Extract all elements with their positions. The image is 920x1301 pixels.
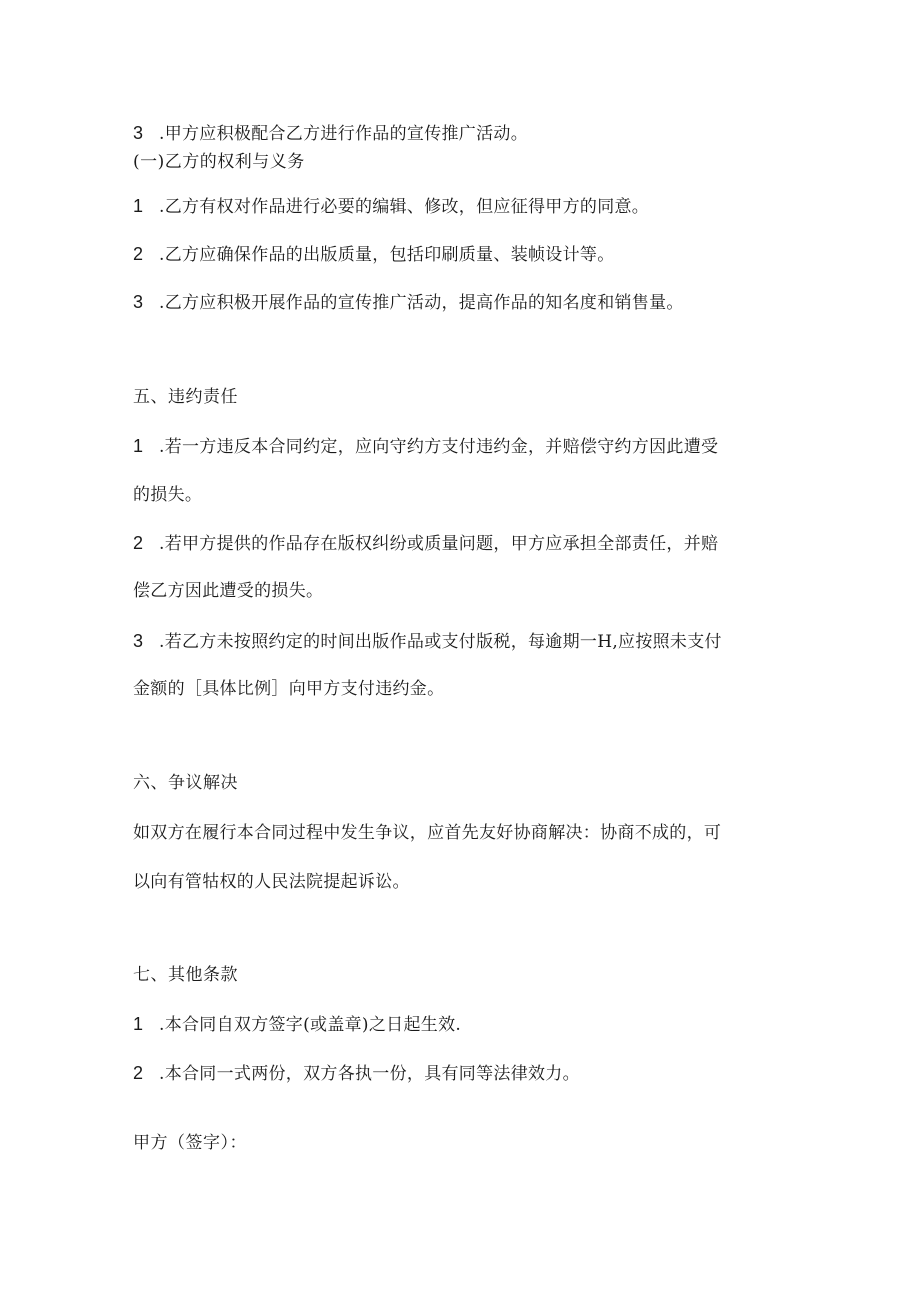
clause-text: .若乙方未按照约定的时间出版作品或支付版税，每逾期一H,应按照未支付 [159, 632, 722, 652]
clause-text: .本合同自双方签字(或盖章)之日起生效. [159, 1015, 462, 1035]
clause-item [133, 121, 793, 146]
clause-item [133, 242, 793, 267]
clause-text: .乙方应确保作品的出版质量，包括印刷质量、装帧设计等。 [159, 245, 615, 265]
clause-number: 2 [133, 244, 144, 264]
paragraph-line: 以向有管牯权的人民法院提起诉讼。 [133, 872, 410, 892]
clause-continuation: 金额的［具体比例］向甲方支付违约金。 [133, 679, 445, 699]
clause-number: 2 [133, 1063, 144, 1083]
clause-text: .若一方违反本合同约定，应向守约方支付违约金，并赔偿守约方因此遭受 [159, 437, 719, 457]
clause-number: 2 [133, 533, 144, 553]
clause-item [133, 434, 793, 459]
subsection-heading: (一)乙方的权利与义务 [133, 152, 305, 172]
clause-continuation: 的损失。 [133, 485, 203, 505]
paragraph-line: 如双方在履行本合同过程中发生争议，应首先友好协商解决：协商不成的，可 [133, 823, 722, 843]
clause-text: .乙方有权对作品进行必要的编辑、修改，但应征得甲方的同意。 [159, 197, 650, 217]
clause-item [133, 290, 793, 315]
clause-item [133, 629, 793, 654]
clause-number: 3 [133, 292, 144, 312]
signature-label-party-a: 甲方（签字）： [133, 1133, 247, 1153]
section-heading: 七、其他条款 [133, 965, 238, 985]
clause-item [133, 194, 793, 219]
clause-text: .乙方应积极开展作品的宣传推广活动，提高作品的知名度和销售量。 [159, 293, 684, 313]
clause-number: 1 [133, 436, 144, 456]
clause-item [133, 531, 793, 556]
clause-continuation: 偿乙方因此遭受的损失。 [133, 581, 324, 601]
clause-number: 1 [133, 1014, 144, 1034]
clause-text: .若甲方提供的作品存在版权纠纷或质量问题，甲方应承担全部责任，并赔 [159, 534, 719, 554]
section-heading: 六、争议解决 [133, 773, 238, 793]
clause-number: 1 [133, 196, 144, 216]
clause-text: .本合同一式两份，双方各执一份，具有同等法律效力。 [159, 1064, 580, 1084]
section-heading: 五、违约责任 [133, 387, 238, 407]
clause-text: .甲方应积极配合乙方进行作品的宣传推广活动。 [159, 124, 529, 144]
clause-number: 3 [133, 631, 144, 651]
clause-item [133, 1061, 793, 1086]
clause-item [133, 1012, 793, 1037]
clause-number: 3 [133, 123, 144, 143]
